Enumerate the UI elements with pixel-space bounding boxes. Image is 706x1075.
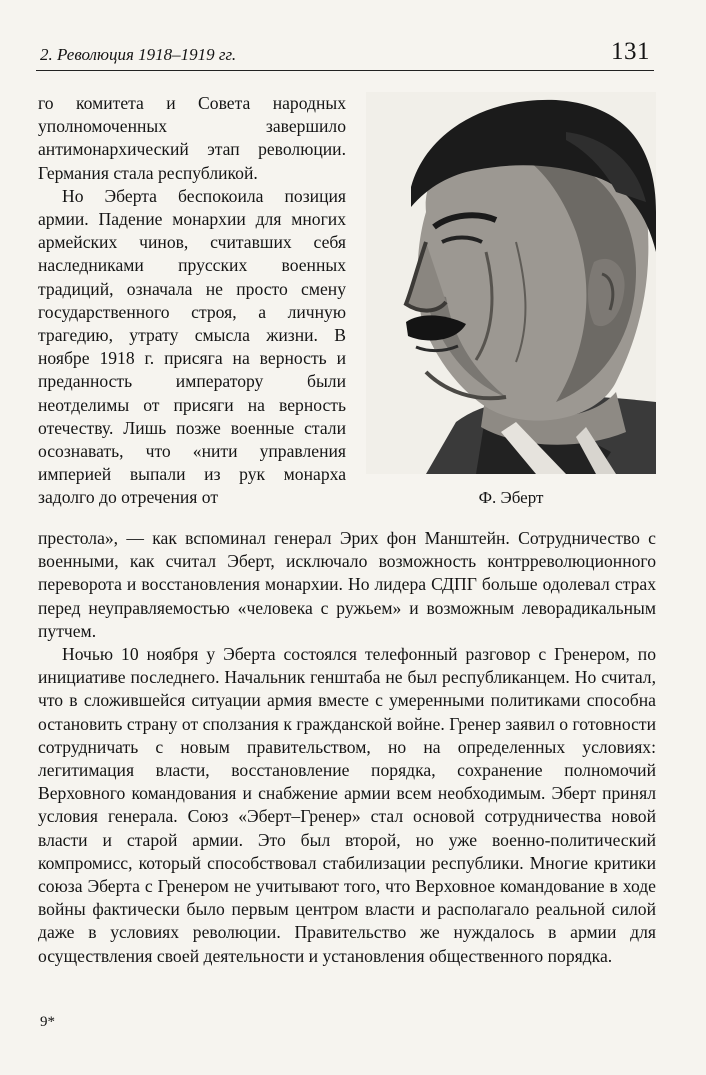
full-width-text bbox=[38, 527, 656, 968]
page-number: 131 bbox=[611, 38, 650, 65]
running-header bbox=[36, 36, 654, 71]
signature-mark: 9* bbox=[40, 1014, 55, 1030]
portrait-figure bbox=[366, 92, 656, 474]
paragraph: престола», — как вспоминал генерал Эрих фон Манштейн. Сотрудничество с военными, как считал Эберт, исключало возможность контрреволюционного переворота и восстановления монархии. Но лидера СДПГ больше одолевал страх перед неуправляемостью «человека с ружьем» и возможным леворадикальным путчем. bbox=[38, 528, 656, 641]
figure-caption: Ф. Эберт bbox=[478, 488, 544, 507]
chapter-title: 2. Революция 1918–1919 гг. bbox=[40, 45, 237, 64]
paragraph: Но Эберта беспокоила позиция армии. Падение монархии для многих армейских чинов, считавших себя наследниками прусских военных традиций, означала не просто смену государственного строя, а личную трагедию, утрату смысла жизни. В ноябре 1918 г. присяга на верность и преданность императору были неотделимы от присяги на верность отечеству. Лишь позже военные стали осознавать, что «нити управления империей выпали из рук монарха задолго до отречения от bbox=[38, 185, 346, 508]
narrow-column-text bbox=[38, 92, 346, 510]
paragraph: го комитета и Совета народных уполномоченных завершило антимонархический этап революции. Германия стала республикой. bbox=[38, 93, 346, 183]
paragraph: Ночью 10 ноября у Эберта состоялся телефонный разговор с Гренером, по инициативе последнего. Начальник генштаба не был республиканцем. Но считал, что в сложившейся ситуации армия вместе с умеренными политиками способна остановить страну от сползания к гражданской войне. Гренер заявил о готовности сотрудничать с новым правительством, но на определенных условиях: легитимация власти, восстановление порядка, сохранение полномочий Верховного командования и снабжение армии всем необходимым. Эберт принял условия генерала. Союз «Эберт–Гренер» стал основой сотрудничества новой власти и старой армии. Это был второй, но уже военно-политический компромисс, который способствовал стабилизации республики. Многие критики союза Эберта с Гренером не учитывают того, что Верховное командование в ходе войны фактически было первым центром власти и располагало реальной силой даже в условиях революции. Правительство же нуждалось в армии для осуществления своей деятельности и установления общественного порядка. bbox=[38, 644, 656, 966]
portrait-illustration-icon bbox=[366, 92, 656, 474]
